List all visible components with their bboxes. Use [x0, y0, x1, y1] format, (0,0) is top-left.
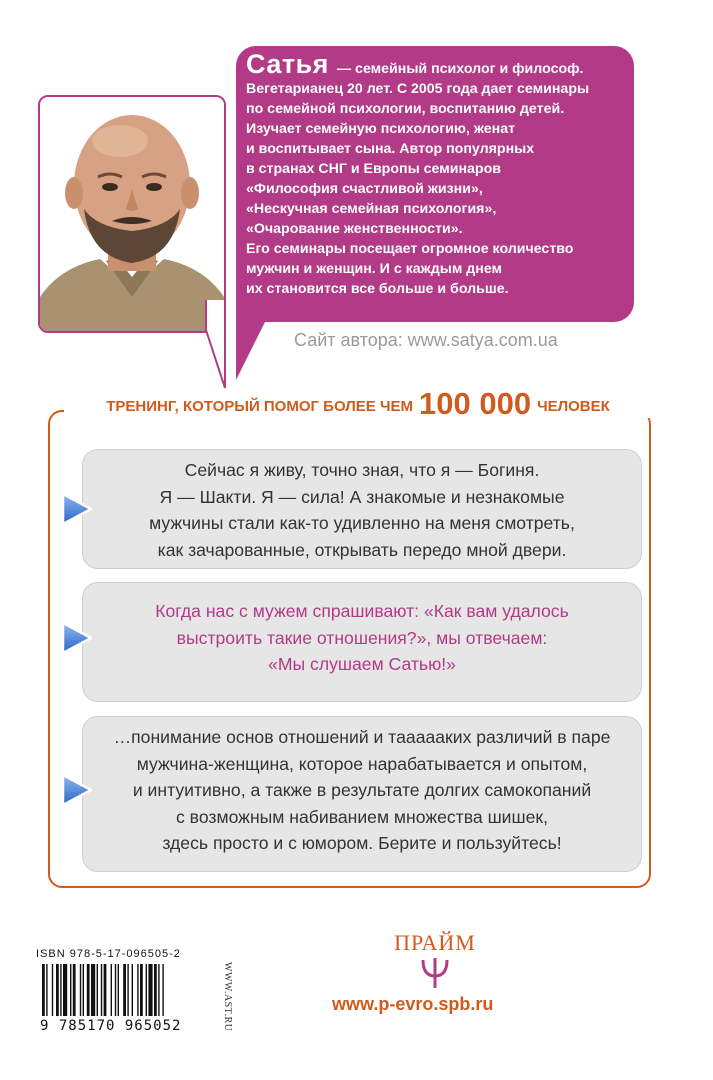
play-arrow-icon: [60, 620, 94, 656]
testimonial-line: Я — Шакти. Я — сила! А знакомые и незнакомые: [159, 486, 565, 507]
testimonial-line: Когда нас с мужем спрашивают: «Как вам удалось: [155, 601, 569, 621]
psi-logo-icon: [415, 956, 455, 990]
play-arrow-icon: [60, 772, 94, 808]
testimonial-line: мужчина-женщина, которое нарабатывается и опытом,: [136, 753, 588, 774]
publisher-logo: [385, 930, 485, 995]
bio-line: в странах СНГ и Европы семинаров: [246, 161, 501, 177]
bio-line: «Философия счастливой жизни»,: [246, 181, 483, 197]
bio-intro: — семейный психолог и философ.: [336, 61, 584, 77]
testimonial-line: мужчины стали как-то удивленно на меня смотреть,: [149, 513, 575, 533]
bio-bubble-tail: [236, 300, 276, 380]
bio-line: «Очарование женственности».: [246, 221, 463, 237]
testimonial-line: как зачарованные, открывать передо мной двери.: [157, 539, 567, 560]
testimonial-card: [82, 582, 642, 702]
publisher-site[interactable]: www.p-evro.spb.ru: [332, 994, 494, 1014]
testimonial-line: с возможным набиванием множества шишек,: [176, 806, 548, 827]
barcode-number: 9 785170 965052: [40, 1018, 182, 1034]
bio-line: Изучает семейную психологию, женат: [246, 121, 516, 137]
author-photo: [38, 95, 226, 333]
bio-line: их становится все больше и больше.: [246, 281, 509, 297]
play-arrow-icon: [60, 491, 94, 527]
bio-line: и воспитывает сына. Автор популярных: [246, 141, 535, 157]
testimonial-card: [82, 716, 642, 872]
headline-number: 100 000: [419, 386, 532, 421]
isbn: ISBN 978-5-17-096505-2: [36, 948, 181, 960]
author-bio: [246, 49, 626, 299]
publisher-name: ПРАЙМ: [394, 930, 476, 955]
bio-line: Его семинары посещает огромное количество: [246, 241, 574, 257]
testimonial-line: «Мы слушаем Сатью!»: [268, 654, 456, 674]
testimonial-line: здесь просто и с юмором. Берите и пользуйтесь!: [162, 833, 562, 853]
barcode-icon: [40, 964, 218, 1016]
testimonial-line: и интуитивно, а также в результате долгих самокопаний: [132, 780, 592, 800]
bio-line: «Нескучная семейная психология»,: [246, 201, 497, 217]
headline-after: ЧЕЛОВЕК: [537, 398, 610, 415]
headline: [58, 386, 658, 422]
author-name: Сатья: [246, 49, 329, 79]
ast-url[interactable]: WWW.AST.RU: [222, 962, 233, 1032]
bio-line: мужчин и женщин. И с каждым днем: [246, 261, 503, 277]
bio-line: по семейной психологии, воспитанию детей.: [246, 101, 565, 117]
testimonial-line: выстроить такие отношения?», мы отвечаем:: [176, 627, 548, 648]
author-site[interactable]: Сайт автора: www.satya.com.ua: [294, 330, 558, 350]
photo-bubble-tail: [205, 300, 229, 390]
testimonial-line: Сейчас я живу, точно зная, что я — Богиня.: [184, 460, 540, 480]
headline-before: ТРЕНИНГ, КОТОРЫЙ ПОМОГ БОЛЕЕ ЧЕМ: [106, 398, 413, 415]
testimonial-card: [82, 449, 642, 569]
bio-line: Вегетарианец 20 лет. С 2005 года дает семинары: [246, 81, 590, 97]
testimonial-line: …понимание основ отношений и таааааких различий в паре: [113, 727, 611, 747]
